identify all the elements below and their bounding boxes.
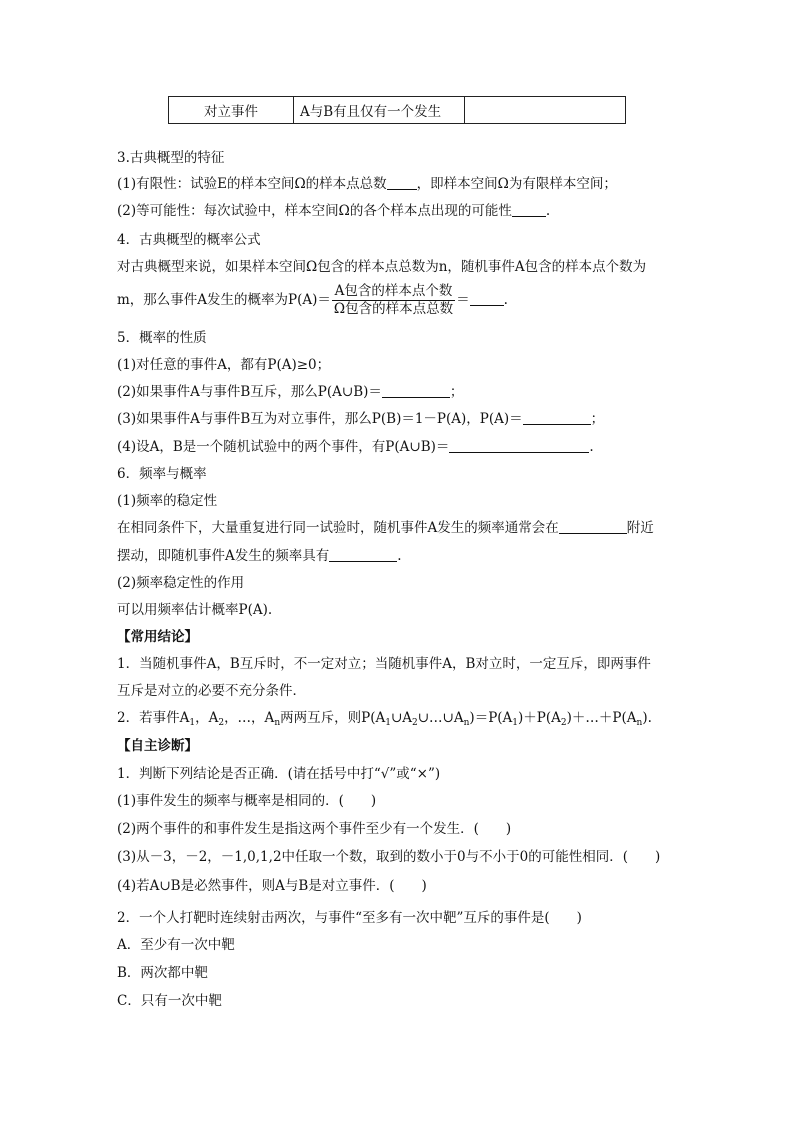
s3-line-2 [117,201,550,221]
option-a: A．至少有一次中靶 [117,937,235,953]
s4-line-2 [117,282,508,318]
text: . [545,203,551,219]
answer-blank [470,291,504,306]
text: 附近 [626,520,654,536]
text: ＝ [456,292,470,308]
subscript: 1 [512,718,519,728]
question-1-item-1: (1)事件发生的频率与概率是相同的．( ) [117,793,377,809]
conclusion-1-line-2: 互斥是对立的必要不充分条件． [117,683,306,699]
text: 两两互斥，则P(A [280,710,386,726]
s6-line-2 [117,546,402,566]
s6-line-3: 可以用频率估计概率P(A). [117,602,273,618]
subscript: 1 [189,718,196,728]
fraction-numerator: A包含的样本点个数 [332,283,455,301]
conclusion-2 [117,708,652,733]
text: (2)如果事件A与事件B互斥，那么P(A∪B)＝ [117,384,382,400]
option-b: B．两次都中靶 [117,965,208,981]
table-cell [465,97,626,124]
text: 摆动，即随机事件A发生的频率具有 [117,548,330,564]
answer-blank [329,547,397,562]
subscript: 2 [412,718,418,728]
s3-line-1 [117,174,617,194]
text: ，A [195,710,219,726]
s5-line-4 [117,437,594,457]
text: m，那么事件A发生的概率为P(A)＝ [117,292,331,308]
text: ； [449,384,464,400]
text: (1)有限性：试验E的样本空间Ω的样本点总数 [117,176,387,192]
answer-blank [523,410,591,425]
text: ). [642,710,652,726]
question-1-item-2: (2)两个事件的和事件发生是指这两个事件至少有一个发生．( ) [117,821,512,837]
text: ∪A [390,710,413,726]
text: . [397,548,402,564]
answer-blank [449,438,589,453]
probability-fraction [332,283,455,318]
subscript: 2 [560,718,567,728]
text: ； [590,411,605,427]
fraction-denominator: Ω包含的样本点总数 [333,301,454,317]
subscript: 1 [385,718,391,728]
event-table [168,96,626,124]
question-1-item-3: (3)从－3，－2，－1,0,1,2中任取一个数，取到的数小于0与不小于0的可能性相同．( ) [117,849,661,865]
text: . [589,439,594,455]
section-5-title: 5．概率的性质 [117,330,207,346]
text: 2．若事件A [117,710,190,726]
question-1: 1．判断下列结论是否正确．(请在括号中打“√”或“×”) [117,766,441,782]
s5-line-2 [117,382,463,402]
question-1-item-4: (4)若A∪B是必然事件，则A与B是对立事件．( ) [117,878,427,894]
s5-line-1: (1)对任意的事件A，都有P(A)≥0； [117,357,331,373]
answer-blank [382,383,450,398]
table-row [169,97,626,124]
s6-line-1 [117,518,654,538]
s6-subtitle-1: (1)频率的稳定性 [117,493,218,509]
table-cell: 对立事件 [169,97,294,124]
text: 在相同条件下，大量重复进行同一试验时，随机事件A发生的频率通常会在 [117,520,559,536]
answer-blank [559,519,627,534]
s4-line-1: 对古典概型来说，如果样本空间Ω包含的样本点总数为n，随机事件A包含的样本点个数为 [117,259,647,275]
text: )＋P(A [518,710,561,726]
text: ∪…∪A [417,710,464,726]
subscript: n [463,718,470,728]
text: ，即样本空间Ω为有限样本空间； [416,176,617,192]
section-6-title: 6．频率与概率 [117,466,207,482]
question-2: 2．一个人打靶时连续射击两次，与事件“至多有一次中靶”互斥的事件是( ) [117,910,582,926]
section-4-title: 4．古典概型的概率公式 [117,232,261,248]
text: (3)如果事件A与事件B互为对立事件，那么P(B)＝1－P(A)，P(A)＝ [117,411,523,427]
conclusions-title: 【常用结论】 [117,629,198,645]
answer-blank [512,202,546,217]
text: (4)设A，B是一个随机试验中的两个事件，有P(A∪B)＝ [117,439,450,455]
text: )＋…＋P(A [566,710,637,726]
diagnosis-title: 【自主诊断】 [117,738,198,754]
text: ，…，A [224,710,275,726]
s6-subtitle-2: (2)频率稳定性的作用 [117,575,245,591]
section-3-title: 3.古典概型的特征 [117,150,225,166]
table-cell: A与B有且仅有一个发生 [294,97,465,124]
text: (2)等可能性：每次试验中，样本空间Ω的各个样本点出现的可能性 [117,203,512,219]
subscript: n [274,718,281,728]
option-c: C．只有一次中靶 [117,993,222,1009]
s5-line-3 [117,409,604,429]
text: . [503,292,508,308]
answer-blank [387,175,417,190]
conclusion-1-line-1: 1．当随机事件A，B互斥时，不一定对立；当随机事件A，B对立时，一定互斥，即两事件 [117,656,651,672]
text: )＝P(A [469,710,513,726]
subscript: n [636,718,643,728]
subscript: 2 [218,718,225,728]
